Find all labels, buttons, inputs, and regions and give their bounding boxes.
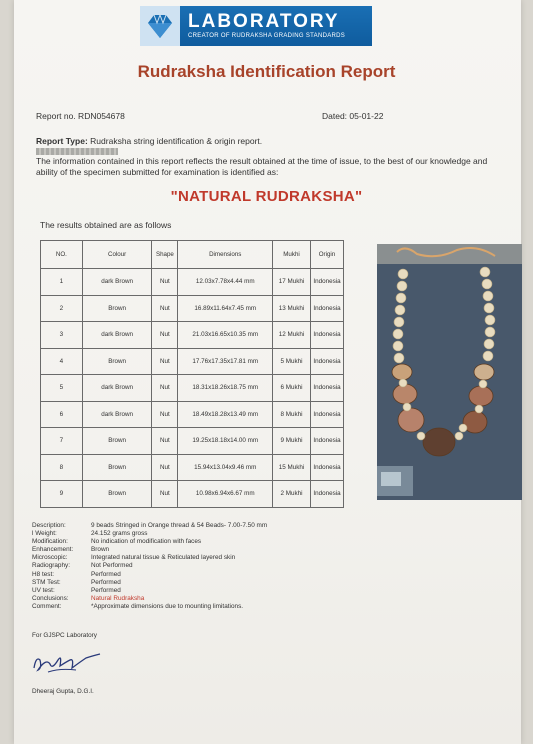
table-cell: Indonesia (310, 322, 343, 349)
table-cell: Indonesia (310, 401, 343, 428)
table-cell: Indonesia (310, 269, 343, 296)
column-header: Dimensions (178, 241, 273, 269)
table-cell: 15.94x13.04x9.46 mm (178, 454, 273, 481)
detail-key: Comment: (32, 602, 62, 610)
table-row (41, 454, 344, 481)
table-cell: 6 Mukhi (273, 375, 311, 402)
table-row (41, 481, 344, 508)
detail-row (32, 546, 267, 554)
table-cell: Nut (152, 401, 178, 428)
rudraksha-necklace-photo (377, 244, 522, 500)
table-cell: Nut (152, 481, 178, 508)
table-row (41, 375, 344, 402)
table-cell: 2 (41, 295, 83, 322)
table-cell: Indonesia (310, 295, 343, 322)
detail-key: H8 test: (32, 570, 55, 578)
detail-row (32, 530, 267, 538)
table-row (41, 401, 344, 428)
table-cell: 18.49x18.28x13.49 mm (178, 401, 273, 428)
table-cell: 16.89x11.64x7.45 mm (178, 295, 273, 322)
table-cell: 15 Mukhi (273, 454, 311, 481)
column-header: Shape (152, 241, 178, 269)
detail-value: Performed (91, 570, 121, 578)
logo-title: LABORATORY (188, 10, 340, 32)
table-cell: 1 (41, 269, 83, 296)
table-cell: dark Brown (82, 322, 152, 349)
table-cell: dark Brown (82, 375, 152, 402)
table-cell: Nut (152, 295, 178, 322)
table-cell: Brown (82, 454, 152, 481)
report-type (36, 136, 262, 146)
table-row (41, 322, 344, 349)
detail-value: 24.152 grams gross (91, 530, 148, 538)
table-cell: 10.98x6.94x6.67 mm (178, 481, 273, 508)
table-cell: Indonesia (310, 454, 343, 481)
detail-value: *Approximate dimensions due to mounting limitations. (91, 602, 244, 610)
table-cell: 8 (41, 454, 83, 481)
detail-value: Brown (91, 546, 110, 554)
detail-row (32, 595, 267, 603)
table-row (41, 348, 344, 375)
detail-key: STM Test: (32, 578, 61, 586)
detail-key: Modification: (32, 538, 68, 546)
table-cell: 7 (41, 428, 83, 455)
detail-value: No indication of modification with faces (91, 538, 202, 546)
detail-row (32, 587, 267, 595)
table-cell: 6 (41, 401, 83, 428)
table-row (41, 269, 344, 296)
report-type-label: Report Type: (36, 136, 88, 146)
detail-row (32, 603, 267, 611)
table-cell: 8 Mukhi (273, 401, 311, 428)
gem-logo-icon (140, 6, 180, 46)
detail-key: Conclusions: (32, 594, 69, 602)
table-cell: 3 (41, 322, 83, 349)
column-header: Colour (82, 241, 152, 269)
detail-key: Enhancement: (32, 546, 74, 554)
table-cell: dark Brown (82, 269, 152, 296)
redacted-name (36, 148, 118, 155)
table-cell: Nut (152, 454, 178, 481)
table-cell: 4 (41, 348, 83, 375)
table-cell: Brown (82, 428, 152, 455)
lab-name: For GJSPC Laboratory (32, 632, 97, 639)
laboratory-logo (140, 6, 372, 46)
signature (30, 646, 110, 676)
report-title: Rudraksha Identification Report (137, 62, 396, 81)
table-cell: Indonesia (310, 481, 343, 508)
detail-key: Description: (32, 522, 66, 529)
table-cell: 2 Mukhi (273, 481, 311, 508)
table-cell: Nut (152, 428, 178, 455)
table-cell: dark Brown (82, 401, 152, 428)
table-cell: Indonesia (310, 375, 343, 402)
logo-subtitle: CREATOR OF RUDRAKSHA GRADING STANDARDS (188, 32, 346, 39)
detail-value: 9 beads Stringed in Orange thread & 54 Beads- 7.00-7.50 mm (91, 522, 268, 529)
table-cell: 9 Mukhi (273, 428, 311, 455)
test-details (32, 522, 267, 611)
table-cell: Brown (82, 348, 152, 375)
table-cell: Brown (82, 295, 152, 322)
detail-value: Not Performed (91, 562, 133, 570)
results-intro: The results obtained are as follows (40, 220, 172, 230)
detail-key: Radiography: (32, 562, 71, 570)
detail-row (32, 571, 267, 579)
table-cell: Nut (152, 269, 178, 296)
table-cell: Nut (152, 348, 178, 375)
beads-table (40, 240, 344, 508)
table-cell: 21.03x16.65x10.35 mm (178, 322, 273, 349)
table-cell: 5 (41, 375, 83, 402)
detail-key: l Weight: (32, 530, 57, 538)
table-cell: 18.31x18.26x18.75 mm (178, 375, 273, 402)
column-header: Mukhi (273, 241, 311, 269)
detail-key: Microscopic: (32, 554, 68, 562)
column-header: Origin (310, 241, 343, 269)
column-header: NO. (41, 241, 83, 269)
table-row (41, 295, 344, 322)
table-cell: 17 Mukhi (273, 269, 311, 296)
detail-value: Performed (91, 578, 121, 586)
report-number: Report no. RDN054678 (36, 111, 125, 121)
table-cell: 5 Mukhi (273, 348, 311, 375)
table-cell: 17.76x17.35x17.81 mm (178, 348, 273, 375)
detail-row (32, 562, 267, 570)
detail-value: Integrated natural tissue & Reticulated layered skin (91, 554, 236, 562)
table-cell: Nut (152, 375, 178, 402)
detail-value: Performed (91, 586, 121, 594)
signer-name: Dheeraj Gupta, D.G.I. (32, 688, 94, 695)
table-header-row (41, 241, 344, 269)
report-info: The information contained in this report reflects the result obtained at the time of issue, to the best of our knowledge and ability of the specimen submitted for examination is identified as: (36, 156, 488, 177)
table-cell: Indonesia (310, 428, 343, 455)
detail-row (32, 579, 267, 587)
table-cell: 12 Mukhi (273, 322, 311, 349)
report-date: Dated: 05-01-22 (322, 111, 384, 121)
identification-result: "NATURAL RUDRAKSHA" (170, 188, 363, 205)
detail-key: UV test: (32, 586, 55, 594)
table-cell: Indonesia (310, 348, 343, 375)
detail-row (32, 554, 267, 562)
necklace-illustration (377, 244, 522, 500)
report-type-value: Rudraksha string identification & origin report. (90, 136, 263, 146)
detail-row (32, 522, 267, 530)
table-row (41, 428, 344, 455)
table-cell: 12.03x7.78x4.44 mm (178, 269, 273, 296)
table-cell: 13 Mukhi (273, 295, 311, 322)
detail-row (32, 538, 267, 546)
table-cell: Brown (82, 481, 152, 508)
table-cell: 9 (41, 481, 83, 508)
table-cell: 19.25x18.18x14.00 mm (178, 428, 273, 455)
detail-value: Natural Rudraksha (91, 594, 145, 602)
table-cell: Nut (152, 322, 178, 349)
